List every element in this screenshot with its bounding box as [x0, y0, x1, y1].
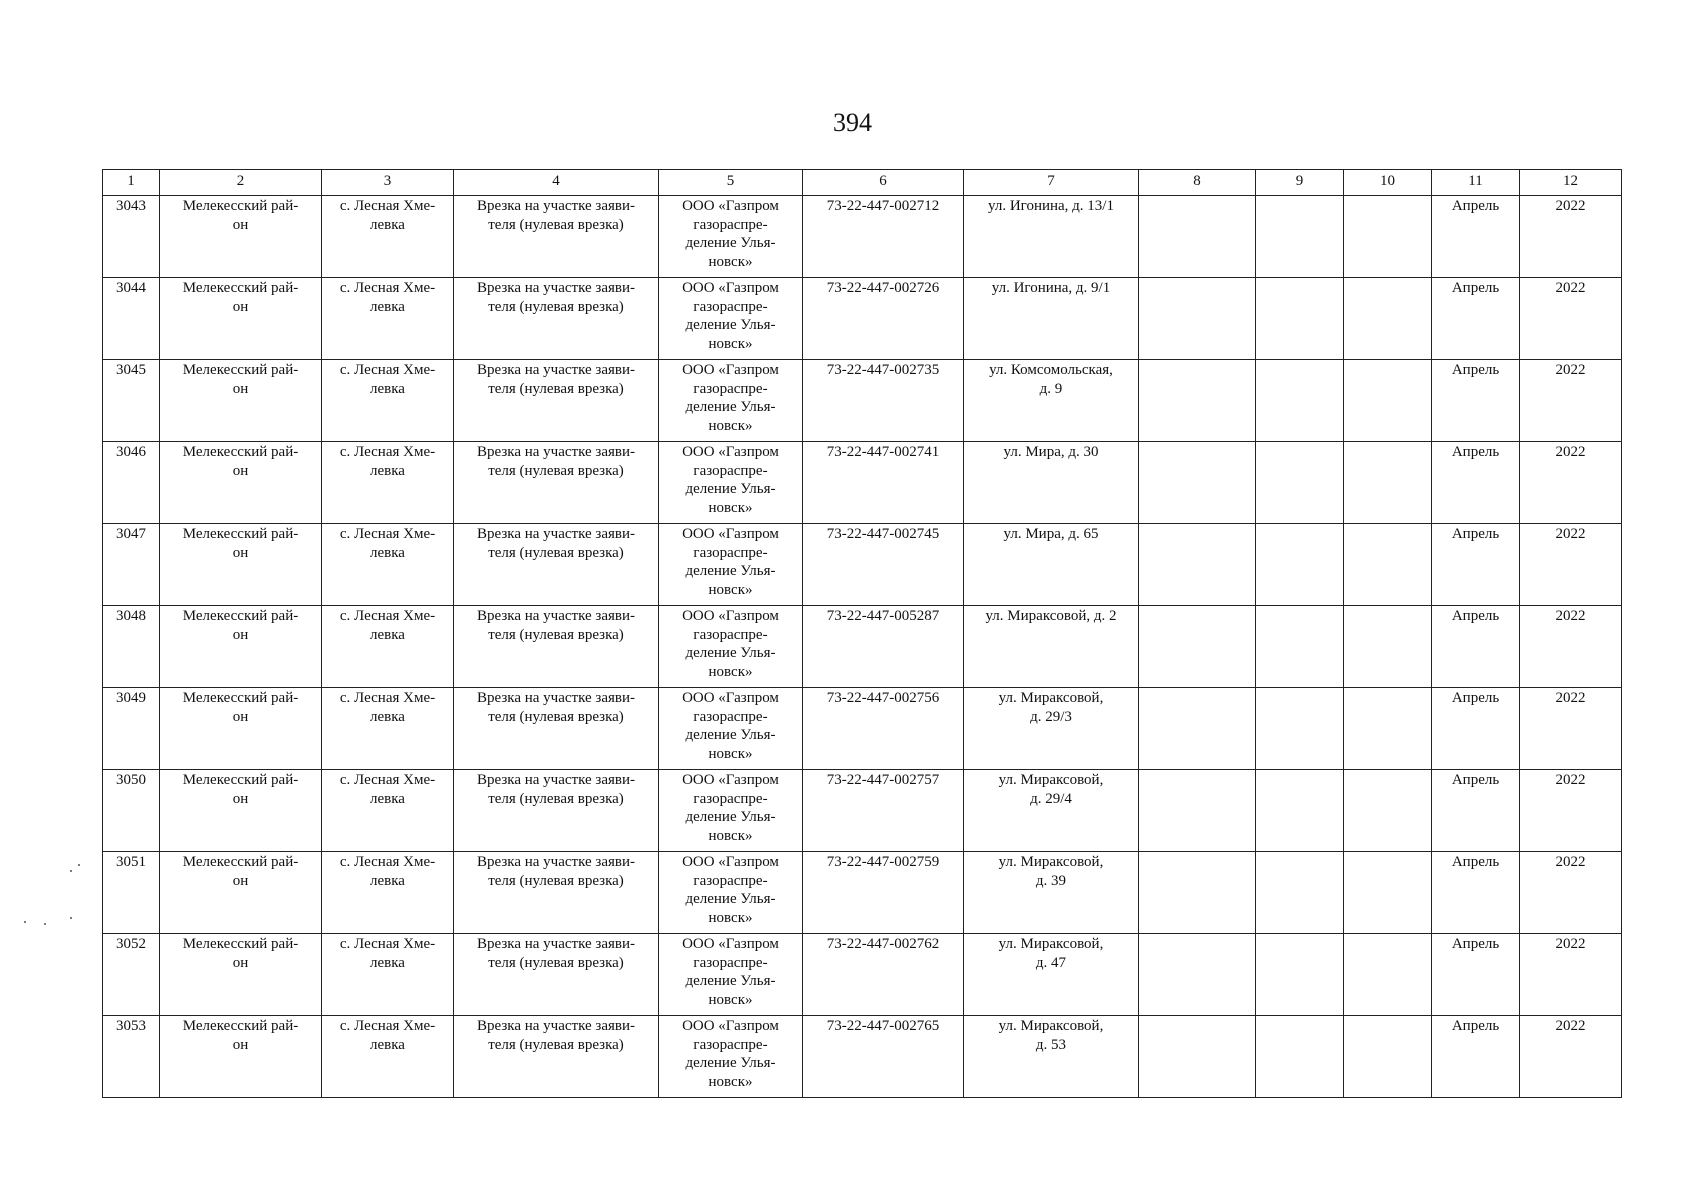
object-code-cell: 73-22-447-002712 [803, 196, 964, 278]
column-8-cell [1139, 934, 1256, 1016]
row-number-cell: 3050 [103, 770, 160, 852]
work-type-cell: Врезка на участке заяви- теля (нулевая врезка) [454, 934, 659, 1016]
column-9-cell [1256, 442, 1344, 524]
month-cell: Апрель [1432, 196, 1520, 278]
address-cell: ул. Мираксовой, д. 47 [964, 934, 1139, 1016]
column-header: 3 [322, 170, 454, 196]
year-cell: 2022 [1520, 442, 1622, 524]
row-number-cell: 3043 [103, 196, 160, 278]
column-10-cell [1344, 278, 1432, 360]
year-cell: 2022 [1520, 770, 1622, 852]
month-cell: Апрель [1432, 524, 1520, 606]
settlement-cell: с. Лесная Хме- левка [322, 852, 454, 934]
table-row [103, 278, 1622, 360]
year-cell: 2022 [1520, 360, 1622, 442]
address-cell: ул. Мираксовой, д. 29/4 [964, 770, 1139, 852]
month-cell: Апрель [1432, 278, 1520, 360]
settlement-cell: с. Лесная Хме- левка [322, 524, 454, 606]
row-number-cell: 3049 [103, 688, 160, 770]
district-cell: Мелекесский рай- он [160, 688, 322, 770]
work-type-cell: Врезка на участке заяви- теля (нулевая врезка) [454, 278, 659, 360]
district-cell: Мелекесский рай- он [160, 524, 322, 606]
year-cell: 2022 [1520, 196, 1622, 278]
column-header: 7 [964, 170, 1139, 196]
column-header: 1 [103, 170, 160, 196]
column-number-row [103, 170, 1622, 196]
column-10-cell [1344, 196, 1432, 278]
column-9-cell [1256, 606, 1344, 688]
column-header: 4 [454, 170, 659, 196]
object-code-cell: 73-22-447-002756 [803, 688, 964, 770]
column-8-cell [1139, 852, 1256, 934]
column-header: 12 [1520, 170, 1622, 196]
scan-artifact [44, 923, 46, 925]
month-cell: Апрель [1432, 852, 1520, 934]
column-9-cell [1256, 278, 1344, 360]
address-cell: ул. Игонина, д. 13/1 [964, 196, 1139, 278]
organization-cell: ООО «Газпром газораспре- деление Улья- новск» [659, 852, 803, 934]
work-type-cell: Врезка на участке заяви- теля (нулевая врезка) [454, 770, 659, 852]
object-code-cell: 73-22-447-005287 [803, 606, 964, 688]
table-row [103, 852, 1622, 934]
column-9-cell [1256, 196, 1344, 278]
year-cell: 2022 [1520, 1016, 1622, 1098]
column-9-cell [1256, 852, 1344, 934]
district-cell: Мелекесский рай- он [160, 1016, 322, 1098]
address-cell: ул. Мира, д. 30 [964, 442, 1139, 524]
address-cell: ул. Игонина, д. 9/1 [964, 278, 1139, 360]
organization-cell: ООО «Газпром газораспре- деление Улья- новск» [659, 688, 803, 770]
column-10-cell [1344, 360, 1432, 442]
table-row [103, 360, 1622, 442]
object-code-cell: 73-22-447-002741 [803, 442, 964, 524]
work-type-cell: Врезка на участке заяви- теля (нулевая врезка) [454, 688, 659, 770]
year-cell: 2022 [1520, 278, 1622, 360]
district-cell: Мелекесский рай- он [160, 606, 322, 688]
column-10-cell [1344, 934, 1432, 1016]
year-cell: 2022 [1520, 934, 1622, 1016]
object-code-cell: 73-22-447-002757 [803, 770, 964, 852]
column-9-cell [1256, 1016, 1344, 1098]
column-9-cell [1256, 688, 1344, 770]
table-row [103, 1016, 1622, 1098]
district-cell: Мелекесский рай- он [160, 770, 322, 852]
column-header: 2 [160, 170, 322, 196]
column-8-cell [1139, 606, 1256, 688]
month-cell: Апрель [1432, 688, 1520, 770]
object-code-cell: 73-22-447-002726 [803, 278, 964, 360]
column-9-cell [1256, 360, 1344, 442]
month-cell: Апрель [1432, 770, 1520, 852]
object-code-cell: 73-22-447-002765 [803, 1016, 964, 1098]
address-cell: ул. Комсомольская, д. 9 [964, 360, 1139, 442]
settlement-cell: с. Лесная Хме- левка [322, 688, 454, 770]
column-8-cell [1139, 524, 1256, 606]
column-8-cell [1139, 442, 1256, 524]
table-row [103, 196, 1622, 278]
address-cell: ул. Мира, д. 65 [964, 524, 1139, 606]
district-cell: Мелекесский рай- он [160, 278, 322, 360]
column-9-cell [1256, 934, 1344, 1016]
settlement-cell: с. Лесная Хме- левка [322, 770, 454, 852]
settlement-cell: с. Лесная Хме- левка [322, 442, 454, 524]
settlement-cell: с. Лесная Хме- левка [322, 360, 454, 442]
address-cell: ул. Мираксовой, д. 39 [964, 852, 1139, 934]
row-number-cell: 3053 [103, 1016, 160, 1098]
column-8-cell [1139, 688, 1256, 770]
registry-table [102, 169, 1622, 1098]
table-row [103, 606, 1622, 688]
column-header: 11 [1432, 170, 1520, 196]
row-number-cell: 3051 [103, 852, 160, 934]
month-cell: Апрель [1432, 606, 1520, 688]
month-cell: Апрель [1432, 934, 1520, 1016]
work-type-cell: Врезка на участке заяви- теля (нулевая врезка) [454, 606, 659, 688]
month-cell: Апрель [1432, 1016, 1520, 1098]
work-type-cell: Врезка на участке заяви- теля (нулевая врезка) [454, 524, 659, 606]
column-10-cell [1344, 524, 1432, 606]
year-cell: 2022 [1520, 688, 1622, 770]
row-number-cell: 3052 [103, 934, 160, 1016]
scan-artifact [78, 864, 80, 866]
month-cell: Апрель [1432, 442, 1520, 524]
column-header: 6 [803, 170, 964, 196]
year-cell: 2022 [1520, 524, 1622, 606]
district-cell: Мелекесский рай- он [160, 934, 322, 1016]
row-number-cell: 3046 [103, 442, 160, 524]
column-10-cell [1344, 442, 1432, 524]
row-number-cell: 3047 [103, 524, 160, 606]
page-number: 394 [833, 108, 872, 137]
column-header: 9 [1256, 170, 1344, 196]
work-type-cell: Врезка на участке заяви- теля (нулевая врезка) [454, 360, 659, 442]
column-header: 10 [1344, 170, 1432, 196]
address-cell: ул. Мираксовой, д. 29/3 [964, 688, 1139, 770]
object-code-cell: 73-22-447-002745 [803, 524, 964, 606]
organization-cell: ООО «Газпром газораспре- деление Улья- новск» [659, 770, 803, 852]
column-10-cell [1344, 606, 1432, 688]
row-number-cell: 3044 [103, 278, 160, 360]
scan-artifact [70, 917, 72, 919]
row-number-cell: 3048 [103, 606, 160, 688]
address-cell: ул. Мираксовой, д. 2 [964, 606, 1139, 688]
column-header: 8 [1139, 170, 1256, 196]
column-8-cell [1139, 1016, 1256, 1098]
row-number-cell: 3045 [103, 360, 160, 442]
column-9-cell [1256, 770, 1344, 852]
scan-artifact [24, 921, 26, 923]
settlement-cell: с. Лесная Хме- левка [322, 606, 454, 688]
organization-cell: ООО «Газпром газораспре- деление Улья- новск» [659, 360, 803, 442]
organization-cell: ООО «Газпром газораспре- деление Улья- новск» [659, 278, 803, 360]
object-code-cell: 73-22-447-002735 [803, 360, 964, 442]
district-cell: Мелекесский рай- он [160, 442, 322, 524]
table-row [103, 770, 1622, 852]
table-row [103, 688, 1622, 770]
district-cell: Мелекесский рай- он [160, 852, 322, 934]
settlement-cell: с. Лесная Хме- левка [322, 196, 454, 278]
organization-cell: ООО «Газпром газораспре- деление Улья- новск» [659, 934, 803, 1016]
work-type-cell: Врезка на участке заяви- теля (нулевая врезка) [454, 196, 659, 278]
column-8-cell [1139, 196, 1256, 278]
organization-cell: ООО «Газпром газораспре- деление Улья- новск» [659, 1016, 803, 1098]
work-type-cell: Врезка на участке заяви- теля (нулевая врезка) [454, 852, 659, 934]
organization-cell: ООО «Газпром газораспре- деление Улья- новск» [659, 606, 803, 688]
column-header: 5 [659, 170, 803, 196]
registry-rows [103, 196, 1622, 1098]
district-cell: Мелекесский рай- он [160, 196, 322, 278]
table-row [103, 524, 1622, 606]
district-cell: Мелекесский рай- он [160, 360, 322, 442]
table-row [103, 442, 1622, 524]
settlement-cell: с. Лесная Хме- левка [322, 278, 454, 360]
organization-cell: ООО «Газпром газораспре- деление Улья- новск» [659, 442, 803, 524]
column-8-cell [1139, 770, 1256, 852]
column-9-cell [1256, 524, 1344, 606]
table-row [103, 934, 1622, 1016]
object-code-cell: 73-22-447-002759 [803, 852, 964, 934]
scan-artifact [70, 870, 72, 872]
month-cell: Апрель [1432, 360, 1520, 442]
column-10-cell [1344, 770, 1432, 852]
organization-cell: ООО «Газпром газораспре- деление Улья- новск» [659, 524, 803, 606]
column-10-cell [1344, 688, 1432, 770]
settlement-cell: с. Лесная Хме- левка [322, 1016, 454, 1098]
column-8-cell [1139, 278, 1256, 360]
organization-cell: ООО «Газпром газораспре- деление Улья- новск» [659, 196, 803, 278]
column-10-cell [1344, 852, 1432, 934]
work-type-cell: Врезка на участке заяви- теля (нулевая врезка) [454, 1016, 659, 1098]
column-8-cell [1139, 360, 1256, 442]
object-code-cell: 73-22-447-002762 [803, 934, 964, 1016]
year-cell: 2022 [1520, 852, 1622, 934]
year-cell: 2022 [1520, 606, 1622, 688]
column-10-cell [1344, 1016, 1432, 1098]
work-type-cell: Врезка на участке заяви- теля (нулевая врезка) [454, 442, 659, 524]
settlement-cell: с. Лесная Хме- левка [322, 934, 454, 1016]
address-cell: ул. Мираксовой, д. 53 [964, 1016, 1139, 1098]
